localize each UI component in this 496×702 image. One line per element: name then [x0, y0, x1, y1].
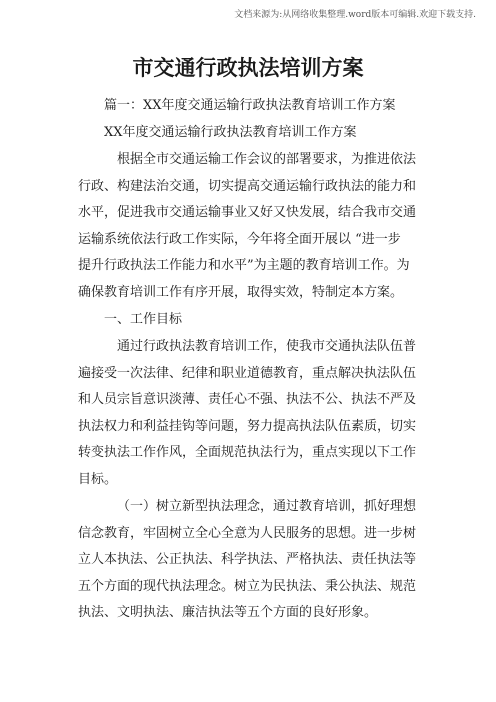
- subtitle-block-2: [0, 120, 496, 147]
- paragraph-goals: [0, 334, 496, 494]
- header-note: 文档来源为:从网络收集整理.word版本可编辑.欢迎下载支持.: [234, 10, 476, 20]
- paragraph-line: 通过行政执法教育培训工作，使我市交通执法队伍普: [117, 339, 417, 354]
- paragraph-line: 运输系统依法行政工作实际，今年将全面开展以 “进一步: [78, 231, 401, 247]
- paragraph-line: 五个方面的现代执法理念。树立为民执法、秉公执法、规范: [78, 578, 417, 594]
- paragraph-line: 执法权力和利益挂钩等问题，努力提高执法队伍素质，切实: [78, 418, 417, 434]
- page-title: 市交通行政执法培训方案: [132, 55, 364, 80]
- paragraph-line: 提升行政执法工作能力和水平”为主题的教育培训工作。为: [78, 258, 410, 274]
- paragraph-line: 根据全市交通运输工作会议的部署要求，为推进依法: [117, 152, 417, 167]
- paragraph-intro: [0, 147, 496, 307]
- paragraph-line: （一）树立新型执法理念，通过教育培训，抓好理想: [117, 499, 417, 514]
- paragraph-line: 遍接受一次法律、纪律和职业道德教育，重点解决执法队伍: [78, 365, 417, 381]
- paragraph-line: 信念教育，牢固树立全心全意为人民服务的思想。进一步树: [78, 525, 417, 541]
- paragraph-line: 转变执法工作作风，全面规范执法行为，重点实现以下工作: [78, 445, 417, 461]
- paragraph-line: 确保教育培训工作有序开展，取得实效，特制定本方案。: [78, 284, 404, 300]
- paragraph-line: 目标。: [78, 471, 118, 487]
- paragraph-line: 水平，促进我市交通运输事业又好又快发展，结合我市交通: [78, 205, 417, 221]
- subtitle-line: 篇一：XX年度交通运输行政执法教育培训工作方案: [104, 98, 396, 113]
- paragraph-line: 执法、文明执法、廉洁执法等五个方面的良好形象。: [78, 605, 378, 621]
- paragraph-line: 和人员宗旨意识淡薄、责任心不强、执法不公、执法不严及: [78, 392, 417, 408]
- paragraph-subsection-1: [0, 494, 496, 627]
- paragraph-line: 行政、构建法治交通，切实提高交通运输行政执法的能力和: [78, 178, 417, 194]
- section-heading-block: [0, 307, 496, 334]
- paragraph-line: 立人本执法、公正执法、科学执法、严格执法、责任执法等: [78, 552, 417, 568]
- subtitle-line: XX年度交通运输行政执法教育培训工作方案: [104, 125, 357, 140]
- section-heading: 一、工作目标: [104, 312, 183, 327]
- subtitle-block-1: [0, 93, 496, 120]
